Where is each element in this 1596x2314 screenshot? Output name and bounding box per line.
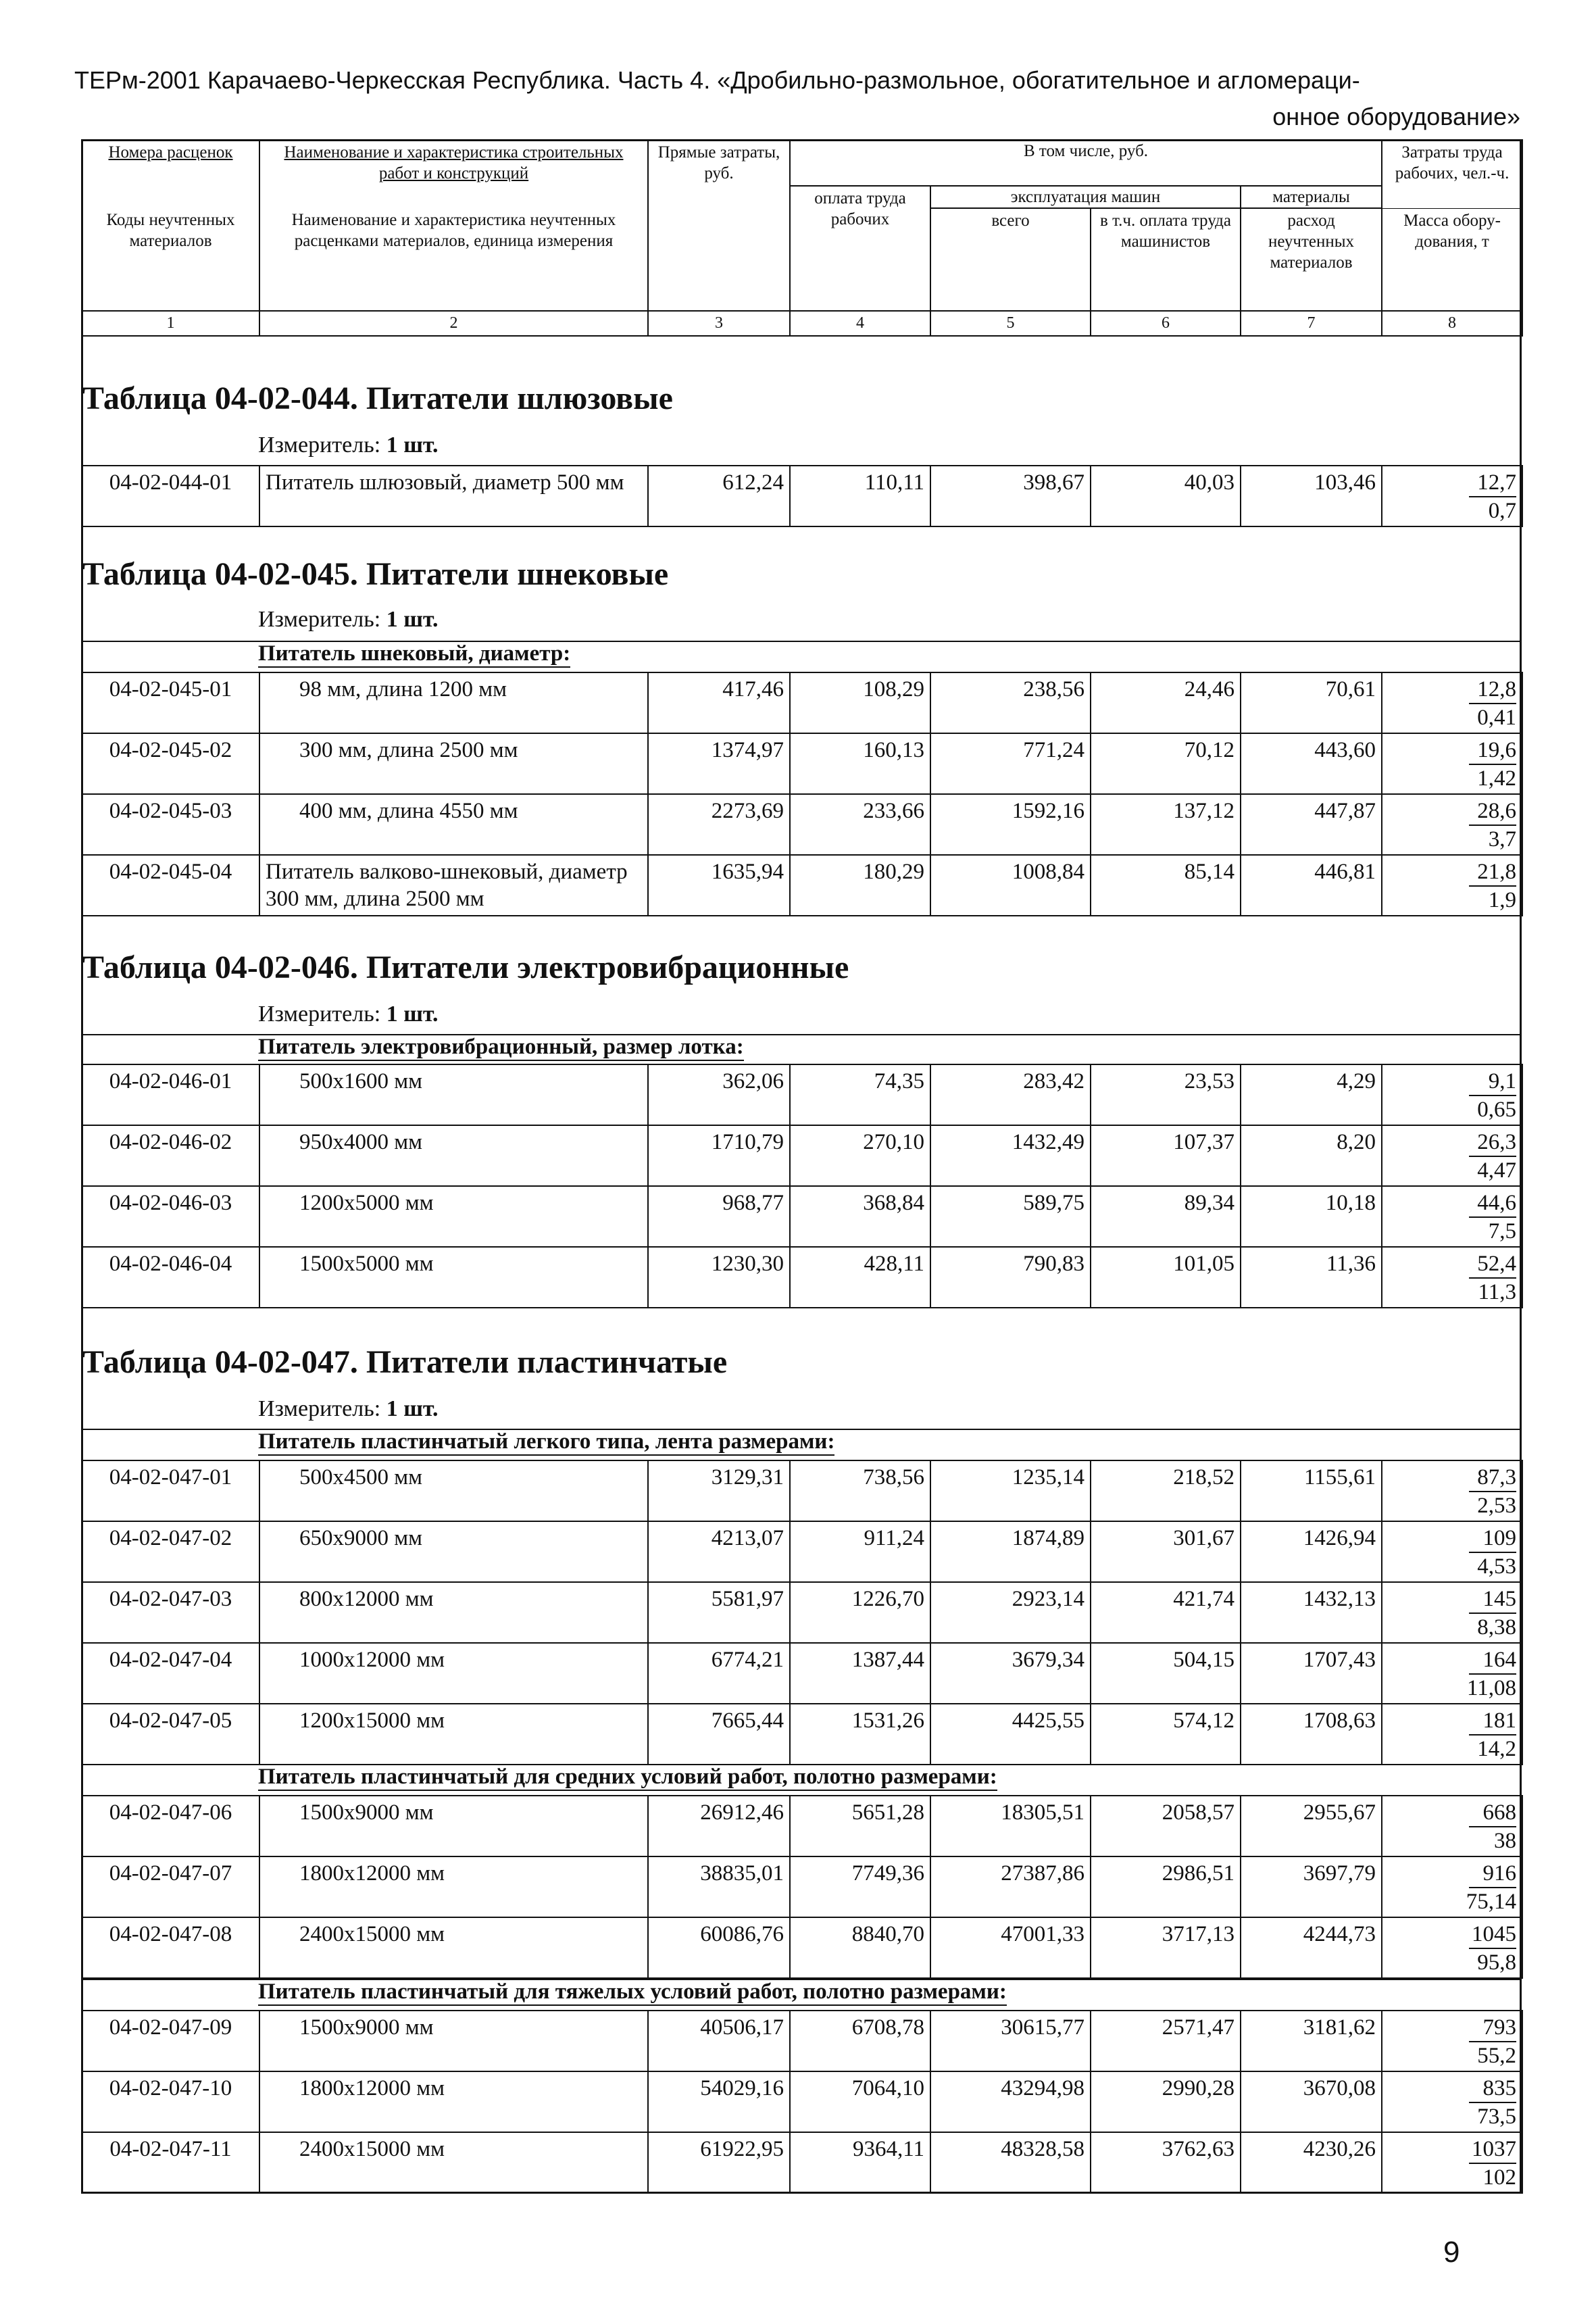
table-row: 04-02-046-04 1500x5000 мм 1230,30 428,11 790,83 101,05 11,36 52,4 11,3 (82, 1247, 1522, 1308)
col1-header-bottom: Коды неучтенных материалов (82, 208, 259, 311)
table-row: 04-02-046-01 500x1600 мм 362,06 74,35 283,42 23,53 4,29 9,1 0,65 (82, 1064, 1522, 1125)
table-047-light (81, 1460, 1523, 1765)
table-row: 04-02-047-04 1000x12000 мм 6774,21 1387,44 3679,34 504,15 1707,43 164 11,08 (82, 1643, 1522, 1704)
header-line-1: ТЕРм-2001 Карачаево-Черкесская Республика. Часть 4. «Дробильно-размольное, обогатительное и агломераци- (74, 66, 1360, 94)
column-header-table (81, 139, 1523, 337)
table-044 (81, 465, 1523, 527)
col-number-5: 5 (930, 311, 1091, 336)
table-046 (81, 1064, 1523, 1308)
table-row: 04-02-044-01 Питатель шлюзовый, диаметр 500 мм 612,24 110,11 398,67 40,03 103,46 12,7 0,7 (82, 466, 1522, 526)
table-row: 04-02-045-04 Питатель валково-шнековый, диаметр 300 мм, длина 2500 мм 1635,94 180,29 1008,84 85,14 446,81 21,8 1,9 (82, 855, 1522, 916)
unit-044: Измеритель: 1 шт. (258, 433, 439, 458)
table-047-heavy (81, 2010, 1523, 2194)
col8-header-top: Затраты труда рабочих, чел.-ч. (1382, 140, 1522, 208)
col8-header-bottom: Масса обору-дования, т (1382, 208, 1522, 311)
table-row: 04-02-047-10 1800x12000 мм 54029,16 7064,10 43294,98 2990,28 3670,08 835 73,5 (82, 2071, 1522, 2132)
unit-047: Измеритель: 1 шт. (258, 1396, 439, 1421)
col-number-7: 7 (1241, 311, 1382, 336)
col2-header-top: Наименование и характеристика строительных работ и конструкций (259, 140, 648, 186)
machines-total-header: всего (930, 208, 1091, 311)
wages-header: оплата труда рабочих (790, 186, 930, 311)
col2-header-bottom: Наименование и характеристика неучтенных расценками материалов, единица измерения (259, 208, 648, 311)
col1-header-top: Номера расценок (82, 140, 259, 186)
materials-sub-header: расход неучтенных материалов (1241, 208, 1382, 311)
col-number-2: 2 (259, 311, 648, 336)
table-row: 04-02-047-08 2400x15000 мм 60086,76 8840,70 47001,33 3717,13 4244,73 1045 95,8 (82, 1917, 1522, 1978)
table-045 (81, 672, 1523, 916)
subhead-046: Питатель электровибрационный, размер лотка: (81, 1034, 1522, 1060)
section-title-047: Таблица 04-02-047. Питатели пластинчатые (82, 1344, 728, 1380)
section-title-045: Таблица 04-02-045. Питатели шнековые (82, 556, 669, 592)
table-row: 04-02-045-03 400 мм, длина 4550 мм 2273,69 233,66 1592,16 137,12 447,87 28,6 3,7 (82, 794, 1522, 855)
table-row: 04-02-046-02 950x4000 мм 1710,79 270,10 1432,49 107,37 8,20 26,3 4,47 (82, 1125, 1522, 1186)
table-row: 04-02-047-02 650x9000 мм 4213,07 911,24 1874,89 301,67 1426,94 109 4,53 (82, 1521, 1522, 1582)
table-row: 04-02-047-01 500x4500 мм 3129,31 738,56 1235,14 218,52 1155,61 87,3 2,53 (82, 1460, 1522, 1521)
document-header (74, 62, 1520, 135)
col-number-6: 6 (1091, 311, 1241, 336)
table-row: 04-02-047-11 2400x15000 мм 61922,95 9364,11 48328,58 3762,63 4230,26 1037 102 (82, 2132, 1522, 2193)
subhead-047-medium: Питатель пластинчатый для средних условий работ, полотно размерами: (81, 1764, 1522, 1790)
materials-header: материалы (1241, 186, 1382, 208)
col-number-3: 3 (648, 311, 790, 336)
table-row: 04-02-045-01 98 мм, длина 1200 мм 417,46 108,29 238,56 24,46 70,61 12,8 0,41 (82, 672, 1522, 733)
page-number: 9 (1443, 2236, 1460, 2269)
col-number-4: 4 (790, 311, 930, 336)
subhead-047-heavy: Питатель пластинчатый для тяжелых условий работ, полотно размерами: (81, 1979, 1522, 2004)
table-row: 04-02-047-09 1500x9000 мм 40506,17 6708,78 30615,77 2571,47 3181,62 793 55,2 (82, 2011, 1522, 2071)
table-row: 04-02-047-06 1500x9000 мм 26912,46 5651,28 18305,51 2058,57 2955,67 668 38 (82, 1796, 1522, 1856)
table-row: 04-02-046-03 1200x5000 мм 968,77 368,84 589,75 89,34 10,18 44,6 7,5 (82, 1186, 1522, 1247)
table-row: 04-02-045-02 300 мм, длина 2500 мм 1374,97 160,13 771,24 70,12 443,60 19,6 1,42 (82, 733, 1522, 794)
machines-header: эксплуатация машин (930, 186, 1241, 208)
subhead-047-light: Питатель пластинчатый легкого типа, лента размерами: (81, 1429, 1522, 1454)
subhead-045: Питатель шнековый, диаметр: (81, 641, 1522, 666)
unit-045: Измеритель: 1 шт. (258, 607, 439, 632)
table-047-medium (81, 1795, 1523, 1979)
table-row: 04-02-047-07 1800x12000 мм 38835,01 7749,36 27387,86 2986,51 3697,79 916 75,14 (82, 1856, 1522, 1917)
header-line-2: онное оборудование» (1272, 103, 1520, 130)
incl-header: В том числе, руб. (790, 140, 1382, 186)
section-title-044: Таблица 04-02-044. Питатели шлюзовые (82, 380, 673, 416)
col-number-1: 1 (82, 311, 259, 336)
table-row: 04-02-047-03 800x12000 мм 5581,97 1226,70 2923,14 421,74 1432,13 145 8,38 (82, 1582, 1522, 1643)
table-row: 04-02-047-05 1200x15000 мм 7665,44 1531,26 4425,55 574,12 1708,63 181 14,2 (82, 1704, 1522, 1765)
col-number-8: 8 (1382, 311, 1522, 336)
machines-wages-header: в т.ч. оплата труда машинистов (1091, 208, 1241, 311)
unit-046: Измеритель: 1 шт. (258, 1002, 439, 1027)
col3-header: Прямые затраты, руб. (648, 140, 790, 311)
section-title-046: Таблица 04-02-046. Питатели электровибрационные (82, 950, 849, 985)
